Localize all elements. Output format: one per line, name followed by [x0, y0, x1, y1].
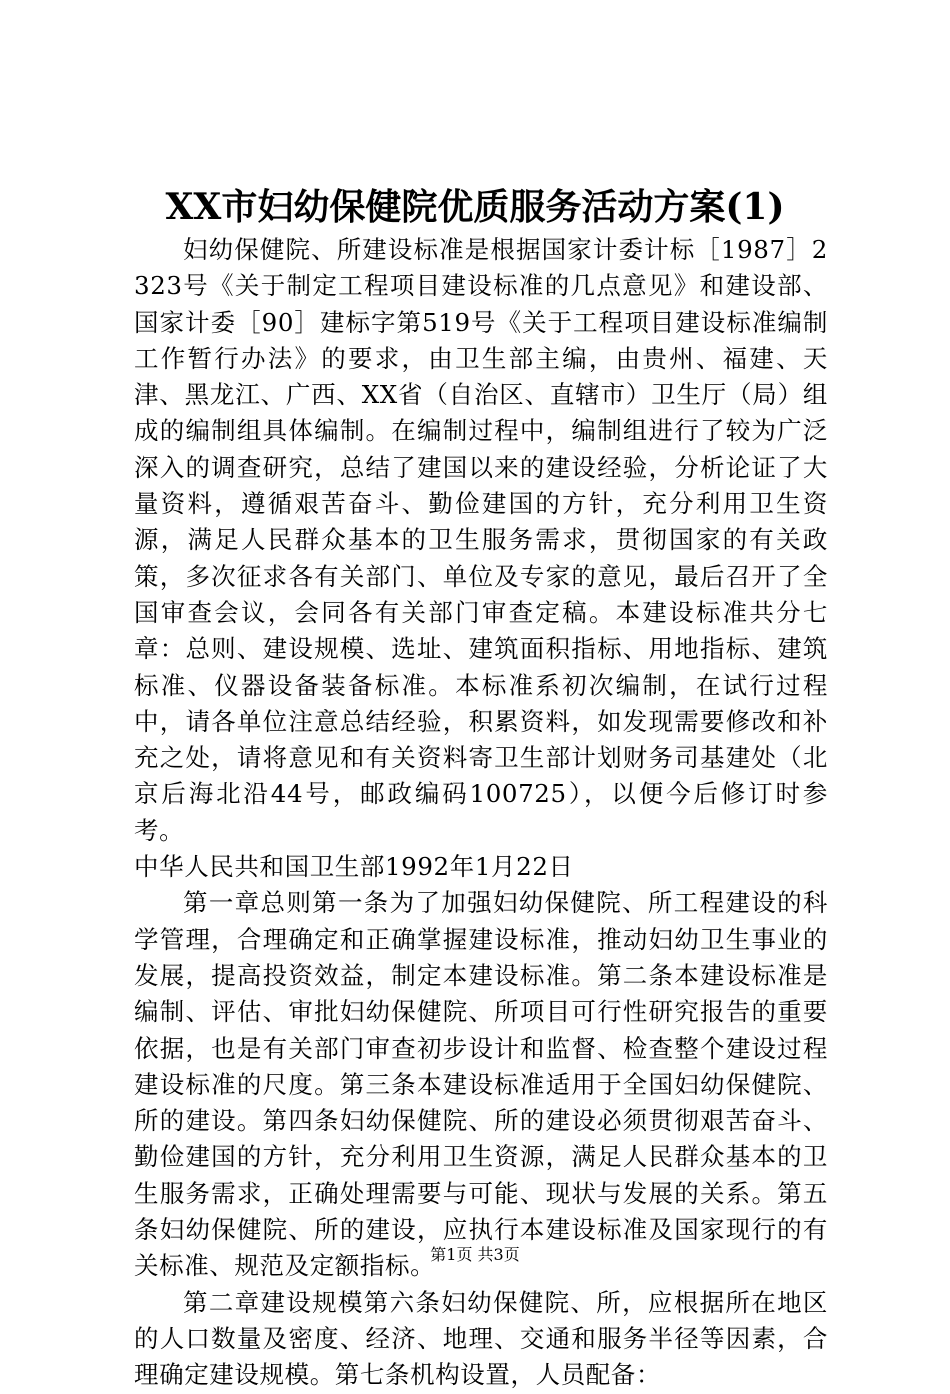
paragraph-chapter-two: 第二章建设规模第六条妇幼保健院、所，应根据所在地区的人口数量及密度、经济、地理、交通和服务半径等因素，合理确定建设规模。第七条机构设置，人员配备： — [134, 1287, 828, 1390]
document-body — [134, 232, 828, 1394]
signature-line: 中华人民共和国卫生部1992年1月22日 — [134, 852, 574, 882]
paragraph-chapter-one: 第一章总则第一条为了加强妇幼保健院、所工程建设的科学管理，合理确定和正确掌握建设标准，推动妇幼卫生事业的发展，提高投资效益，制定本建设标准。第二条本建设标准是编制、评估、审批妇幼保健院、所项目可行性研究报告的重要依据，也是有关部门审查初步设计和监督、检查整个建设过程建设标准的尺度。第三条本建设标准适用于全国妇幼保健院、所的建设。第四条妇幼保健院、所的建设必须贯彻艰苦奋斗、勤俭建国的方针，充分利用卫生资源，满足人民群众基本的卫生服务需求，正确处理需要与可能、现状与发展的关系。第五条妇幼保健院、所的建设，应执行本建设标准及国家现行的有关标准、规范及定额指标。 — [134, 888, 828, 1281]
page-footer: 第1页 共3页 — [430, 1245, 520, 1264]
paragraph-preface: 妇幼保健院、所建设标准是根据国家计委计标［1987］2323号《关于制定工程项目建设标准的几点意见》和建设部、国家计委［90］建标字第519号《关于工程项目建设标准编制工作暂行办法》的要求，由卫生部主编，由贵州、福建、天津、黑龙江、广西、XX省（自治区、直辖市）卫生厅（局）组成的编制组具体编制。在编制过程中，编制组进行了较为广泛深入的调查研究，总结了建国以来的建设经验，分析论证了大量资料，遵循艰苦奋斗、勤俭建国的方针，充分利用卫生资源，满足人民群众基本的卫生服务需求，贯彻国家的有关政策，多次征求各有关部门、单位及专家的意见，最后召开了全国审查会议，会同各有关部门审查定稿。本建设标准共分七章：总则、建设规模、选址、建筑面积指标、用地指标、建筑标准、仪器设备装备标准。本标准系初次编制，在试行过程中，请各单位注意总结经验，积累资料，如发现需要修改和补充之处，请将意见和有关资料寄卫生部计划财务司基建处（北京后海北沿44号，邮政编码100725），以便今后修订时参考。 — [134, 235, 828, 845]
document-title: XX市妇幼保健院优质服务活动方案(1) — [165, 186, 785, 228]
